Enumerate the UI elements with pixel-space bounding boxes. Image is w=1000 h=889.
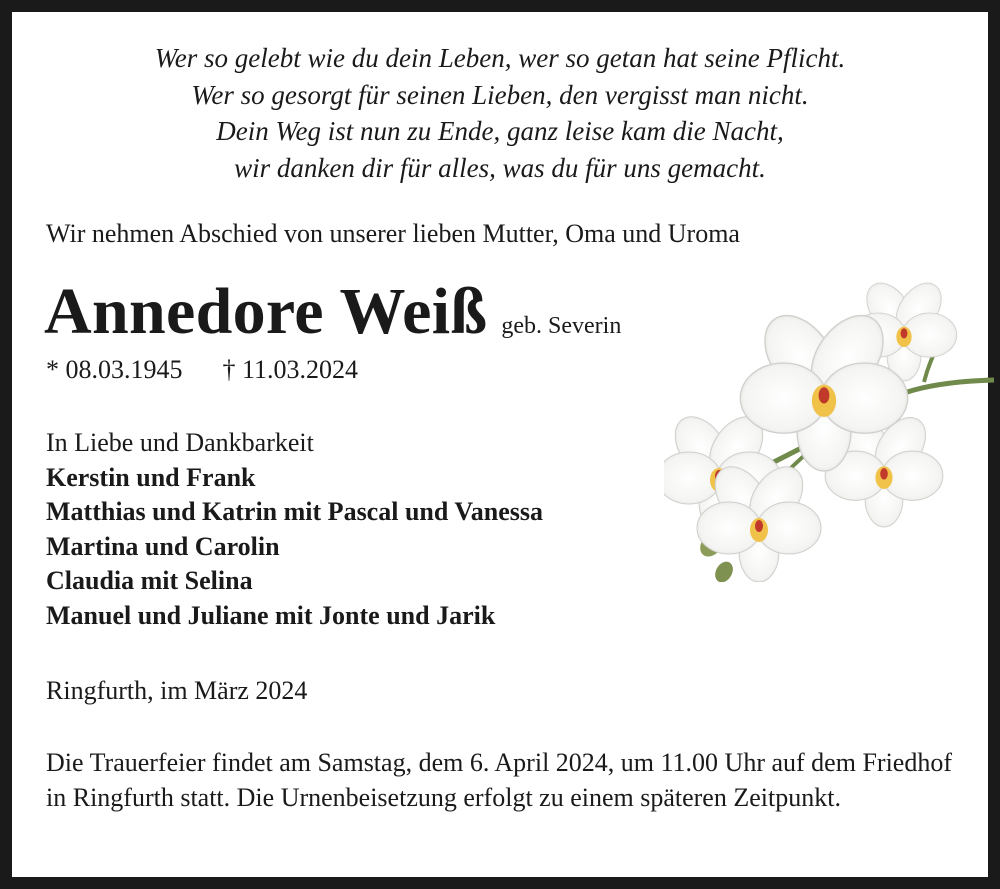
- white-orchid-image: [664, 282, 994, 582]
- deceased-name-row: [44, 274, 621, 350]
- obituary-card: [12, 12, 988, 877]
- mourner-name: Manuel und Juliane mit Jonte und Jarik: [46, 600, 496, 630]
- mourner-name: Matthias und Katrin mit Pascal und Vanessa: [46, 497, 543, 526]
- funeral-notice: Die Trauerfeier findet am Samstag, dem 6. April 2024, um 11.00 Uhr auf dem Friedhof in Ringfurth statt. Die Urnenbeisetzung erfolgt zu einem späteren Zeitpunkt.: [46, 748, 952, 812]
- poem-line: Dein Weg ist nun zu Ende, ganz leise kam die Nacht,: [216, 116, 784, 146]
- mourner-name: Martina und Carolin: [46, 531, 280, 561]
- mourners-list: [46, 426, 543, 633]
- mourners-heading: In Liebe und Dankbarkeit: [46, 428, 314, 457]
- place-date: Ringfurth, im März 2024: [46, 676, 308, 705]
- birth-name: geb. Severin: [501, 313, 622, 339]
- life-dates: [46, 355, 358, 385]
- poem-line: Wer so gelebt wie du dein Leben, wer so getan hat seine Pflicht.: [154, 43, 846, 73]
- intro-text: Wir nehmen Abschied von unserer lieben Mutter, Oma und Uroma: [46, 219, 740, 248]
- birth-date: * 08.03.1945: [46, 355, 183, 384]
- mourner-name: Claudia mit Selina: [46, 566, 253, 595]
- deceased-name: Annedore Weiß: [44, 275, 488, 348]
- poem-line: wir danken dir für alles, was du für uns gemacht.: [234, 152, 766, 183]
- mourner-name: Kerstin und Frank: [46, 462, 256, 492]
- poem-line: Wer so gesorgt für seinen Lieben, den vergisst man nicht.: [191, 79, 809, 110]
- death-date: † 11.03.2024: [222, 355, 359, 384]
- poem: [12, 40, 988, 186]
